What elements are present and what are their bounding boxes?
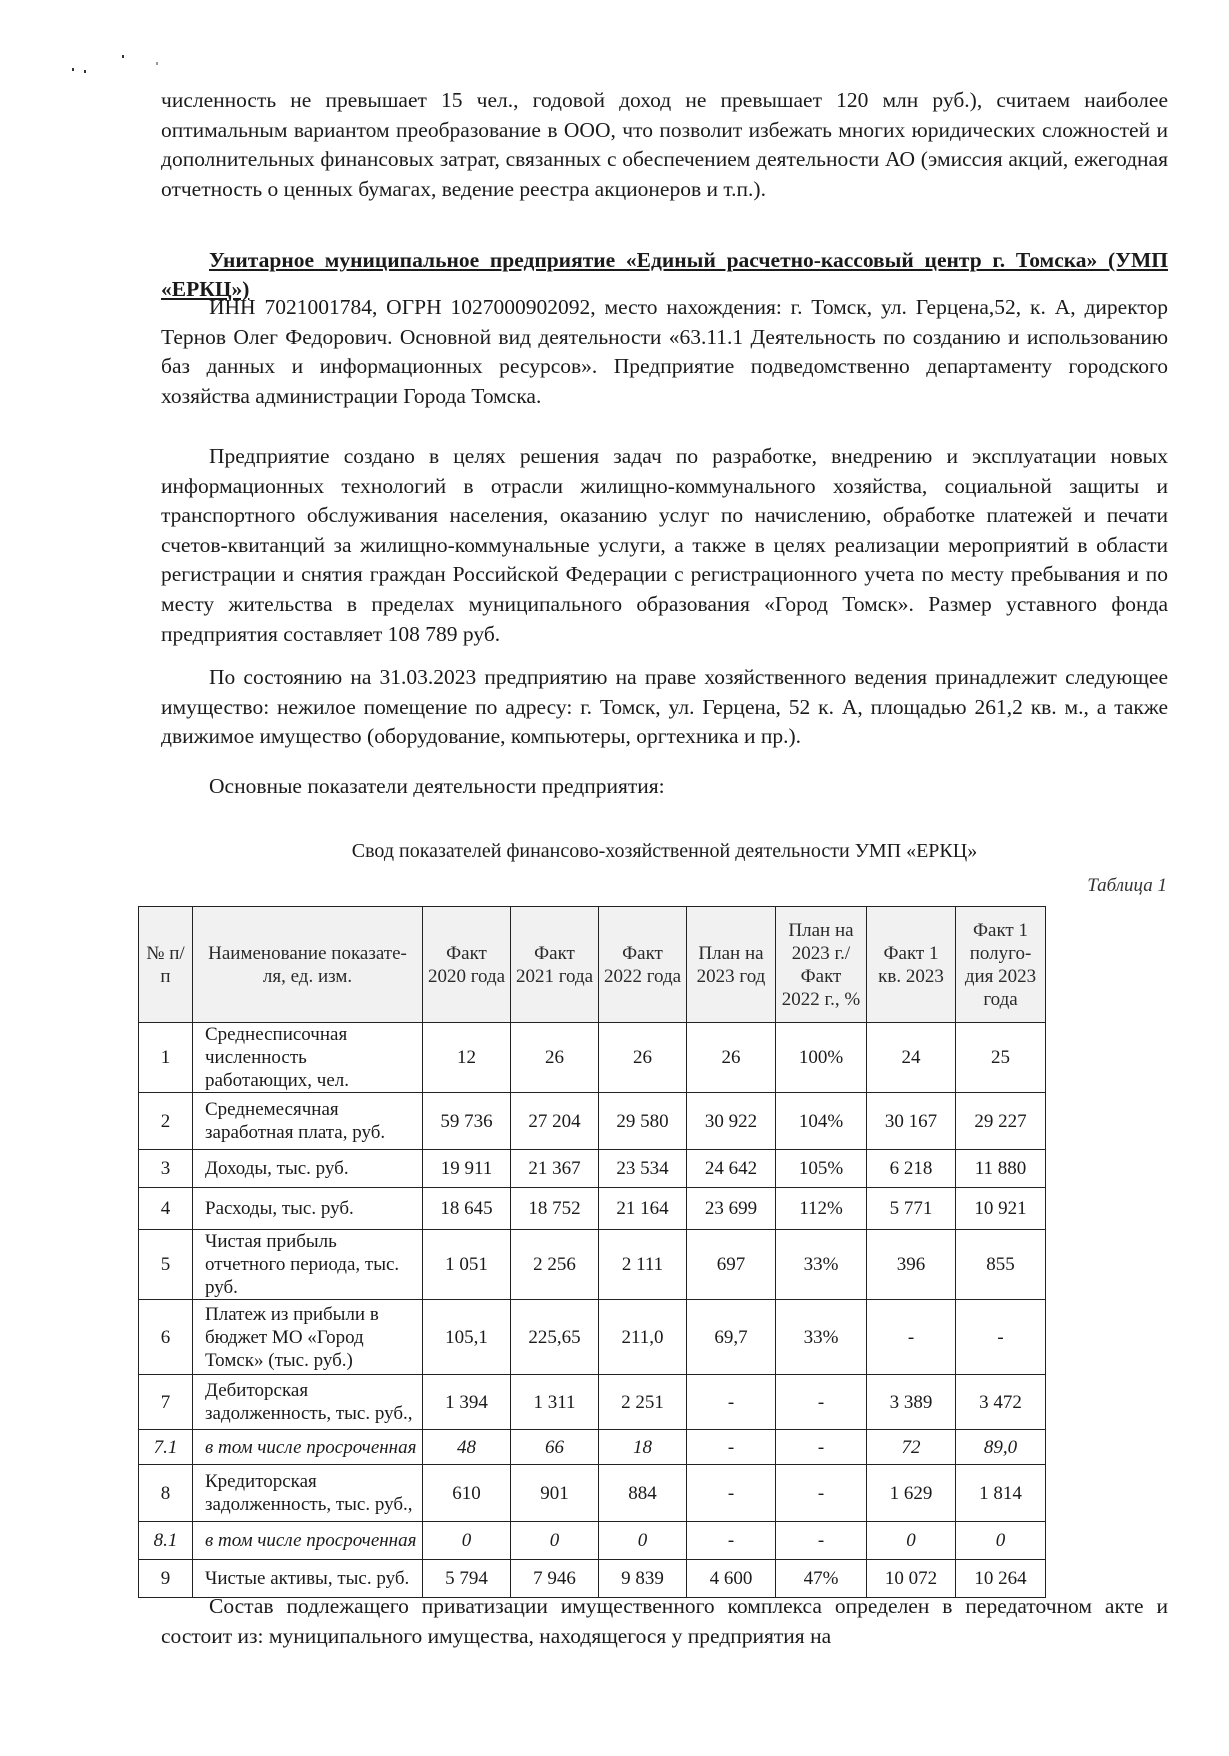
row-number-cell: 7.1 <box>139 1430 193 1465</box>
indicator-name-cell: Среднемесячная заработная плата, руб. <box>193 1093 423 1150</box>
value-cell: 855 <box>956 1230 1046 1300</box>
value-cell: 112% <box>776 1188 867 1230</box>
value-cell: 24 <box>867 1023 956 1093</box>
value-cell: 23 534 <box>599 1150 687 1188</box>
value-cell: 225,65 <box>511 1300 599 1375</box>
value-cell: 5 771 <box>867 1188 956 1230</box>
value-cell: 33% <box>776 1230 867 1300</box>
value-cell: - <box>687 1375 776 1430</box>
value-cell: 18 645 <box>423 1188 511 1230</box>
indicator-name-cell: Дебиторская задолженность, тыс. руб., <box>193 1375 423 1430</box>
indicators-intro: Основные показатели деятельности предприятия: <box>209 774 665 798</box>
value-cell: 100% <box>776 1023 867 1093</box>
value-cell: 3 472 <box>956 1375 1046 1430</box>
table-row <box>139 1465 1046 1522</box>
value-cell: - <box>956 1300 1046 1375</box>
indicator-name-cell: в том числе просроченная <box>193 1430 423 1465</box>
scan-speck <box>122 55 124 58</box>
indicator-name-cell: в том числе просроченная <box>193 1522 423 1560</box>
value-cell: 29 580 <box>599 1093 687 1150</box>
value-cell: 69,7 <box>687 1300 776 1375</box>
header-cell-fact-q1-2023: Факт 1 кв. 2023 <box>867 907 956 1023</box>
value-cell: - <box>687 1522 776 1560</box>
value-cell: 6 218 <box>867 1150 956 1188</box>
value-cell: 396 <box>867 1230 956 1300</box>
row-number-cell: 7 <box>139 1375 193 1430</box>
header-cell-plan-vs-fact: План на 2023 г./ Факт 2022 г., % <box>776 907 867 1023</box>
intro-paragraph: численность не превышает 15 чел., годовой доход не превышает 120 млн руб.), считаем наиболее оптимальным вариантом преобразование в ООО, что позволит избежать многих юридических сложностей и дополнительных финансовых затрат, связанных с обеспечением деятельности АО (эмиссия акций, ежегодная отчетность о ценных бумагах, ведение реестра акционеров и т.п.). <box>161 88 1168 201</box>
table-caption: Свод показателей финансово-хозяйственной деятельности УМП «ЕРКЦ» <box>351 840 978 862</box>
value-cell: 610 <box>423 1465 511 1522</box>
value-cell: 2 251 <box>599 1375 687 1430</box>
table-row <box>139 1375 1046 1430</box>
scan-specks <box>70 52 170 92</box>
row-number-cell: 6 <box>139 1300 193 1375</box>
value-cell: 21 367 <box>511 1150 599 1188</box>
value-cell: 89,0 <box>956 1430 1046 1465</box>
header-cell-fact-2022: Факт 2022 года <box>599 907 687 1023</box>
value-cell: 47% <box>776 1560 867 1598</box>
row-number-cell: 2 <box>139 1093 193 1150</box>
row-number-cell: 4 <box>139 1188 193 1230</box>
row-number-cell: 1 <box>139 1023 193 1093</box>
value-cell: 901 <box>511 1465 599 1522</box>
table-row <box>139 1023 1046 1093</box>
value-cell: 23 699 <box>687 1188 776 1230</box>
company-purpose-paragraph: Предприятие создано в целях решения задач по разработке, внедрению и эксплуатации новых информационных технологий в отрасли жилищно-коммунального хозяйства, социальной защиты и транспортного обслуживания населения, оказанию услуг по начислению, обработке платежей и печати счетов-квитанций за жилищно-коммунальные услуги, а также в целях реализации мероприятий в области регистрации и снятия граждан Российской Федерации с регистрационного учета по месту пребывания и по месту жительства в пределах муниципального образования «Город Томск». Размер уставного фонда предприятия составляет 108 789 руб. <box>161 444 1168 646</box>
value-cell: 48 <box>423 1430 511 1465</box>
value-cell: 1 051 <box>423 1230 511 1300</box>
value-cell: 27 204 <box>511 1093 599 1150</box>
value-cell: 1 814 <box>956 1465 1046 1522</box>
value-cell: 19 911 <box>423 1150 511 1188</box>
row-number-cell: 9 <box>139 1560 193 1598</box>
table-row <box>139 1300 1046 1375</box>
value-cell: 21 164 <box>599 1188 687 1230</box>
value-cell: 1 629 <box>867 1465 956 1522</box>
indicator-name-cell: Среднесписочная численность работающих, чел. <box>193 1023 423 1093</box>
value-cell: 211,0 <box>599 1300 687 1375</box>
company-details-paragraph: ИНН 7021001784, ОГРН 1027000902092, место нахождения: г. Томск, ул. Герцена,52, к. А, директор Тернов Олег Федорович. Основной вид деятельности «63.11.1 Деятельность по созданию и использованию баз данных и информационных ресурсов». Предприятие подведомственно департаменту городского хозяйства администрации Города Томска. <box>161 295 1168 408</box>
table-row <box>139 1430 1046 1465</box>
value-cell: 7 946 <box>511 1560 599 1598</box>
table-header-row <box>139 907 1046 1023</box>
value-cell: 104% <box>776 1093 867 1150</box>
scan-speck <box>84 70 86 73</box>
row-number-cell: 8.1 <box>139 1522 193 1560</box>
value-cell: 2 256 <box>511 1230 599 1300</box>
value-cell: 10 264 <box>956 1560 1046 1598</box>
indicator-name-cell: Чистые активы, тыс. руб. <box>193 1560 423 1598</box>
value-cell: 25 <box>956 1023 1046 1093</box>
value-cell: - <box>776 1522 867 1560</box>
value-cell: 105% <box>776 1150 867 1188</box>
table-row <box>139 1093 1046 1150</box>
value-cell: 33% <box>776 1300 867 1375</box>
value-cell: - <box>776 1465 867 1522</box>
value-cell: 1 394 <box>423 1375 511 1430</box>
value-cell: 66 <box>511 1430 599 1465</box>
table-row <box>139 1230 1046 1300</box>
financial-indicators-table <box>138 906 1046 1598</box>
header-cell-fact-2020: Факт 2020 года <box>423 907 511 1023</box>
value-cell: 12 <box>423 1023 511 1093</box>
value-cell: 3 389 <box>867 1375 956 1430</box>
value-cell: 1 311 <box>511 1375 599 1430</box>
value-cell: 10 072 <box>867 1560 956 1598</box>
value-cell: 11 880 <box>956 1150 1046 1188</box>
header-cell-plan-2023: План на 2023 год <box>687 907 776 1023</box>
value-cell: 24 642 <box>687 1150 776 1188</box>
header-cell-fact-h1-2023: Факт 1 полуго-дия 2023 года <box>956 907 1046 1023</box>
header-cell-fact-2021: Факт 2021 года <box>511 907 599 1023</box>
indicator-name-cell: Расходы, тыс. руб. <box>193 1188 423 1230</box>
value-cell: - <box>776 1430 867 1465</box>
value-cell: - <box>776 1375 867 1430</box>
value-cell: 884 <box>599 1465 687 1522</box>
value-cell: - <box>687 1465 776 1522</box>
value-cell: - <box>867 1300 956 1375</box>
indicator-name-cell: Платеж из прибыли в бюджет МО «Город Томск» (тыс. руб.) <box>193 1300 423 1375</box>
value-cell: 2 111 <box>599 1230 687 1300</box>
value-cell: 0 <box>956 1522 1046 1560</box>
value-cell: 26 <box>511 1023 599 1093</box>
value-cell: 9 839 <box>599 1560 687 1598</box>
indicator-name-cell: Доходы, тыс. руб. <box>193 1150 423 1188</box>
value-cell: 26 <box>687 1023 776 1093</box>
value-cell: 59 736 <box>423 1093 511 1150</box>
value-cell: 18 <box>599 1430 687 1465</box>
row-number-cell: 8 <box>139 1465 193 1522</box>
scan-speck <box>156 62 158 65</box>
value-cell: 697 <box>687 1230 776 1300</box>
row-number-cell: 5 <box>139 1230 193 1300</box>
value-cell: 30 167 <box>867 1093 956 1150</box>
value-cell: 18 752 <box>511 1188 599 1230</box>
value-cell: 26 <box>599 1023 687 1093</box>
value-cell: 105,1 <box>423 1300 511 1375</box>
indicator-name-cell: Кредиторская задолженность, тыс. руб., <box>193 1465 423 1522</box>
value-cell: 0 <box>511 1522 599 1560</box>
table-row <box>139 1150 1046 1188</box>
header-cell-name: Наименование показате-ля, ед. изм. <box>193 907 423 1023</box>
value-cell: 30 922 <box>687 1093 776 1150</box>
section-heading: Унитарное муниципальное предприятие «Единый расчетно-кассовый центр г. Томска» (УМП «ЕРКЦ») <box>161 248 1168 301</box>
table-row <box>139 1188 1046 1230</box>
row-number-cell: 3 <box>139 1150 193 1188</box>
value-cell: 0 <box>867 1522 956 1560</box>
value-cell: 29 227 <box>956 1093 1046 1150</box>
table-row <box>139 1522 1046 1560</box>
value-cell: - <box>687 1430 776 1465</box>
property-paragraph: По состоянию на 31.03.2023 предприятию на праве хозяйственного ведения принадлежит следующее имущество: нежилое помещение по адресу: г. Томск, ул. Герцена, 52 к. А, площадью 261,2 кв. м., а также движимое имущество (оборудование, компьютеры, оргтехника и пр.). <box>161 665 1168 749</box>
value-cell: 5 794 <box>423 1560 511 1598</box>
value-cell: 4 600 <box>687 1560 776 1598</box>
scan-speck <box>72 68 74 71</box>
value-cell: 0 <box>599 1522 687 1560</box>
value-cell: 72 <box>867 1430 956 1465</box>
closing-paragraph: Состав подлежащего приватизации имущественного комплекса определен в передаточном акте и состоит из: муниципального имущества, находящегося у предприятия на <box>161 1594 1168 1648</box>
value-cell: 0 <box>423 1522 511 1560</box>
value-cell: 10 921 <box>956 1188 1046 1230</box>
indicator-name-cell: Чистая прибыль отчетного периода, тыс. руб. <box>193 1230 423 1300</box>
table-number: Таблица 1 <box>1087 875 1167 896</box>
header-cell-number: № п/п <box>139 907 193 1023</box>
